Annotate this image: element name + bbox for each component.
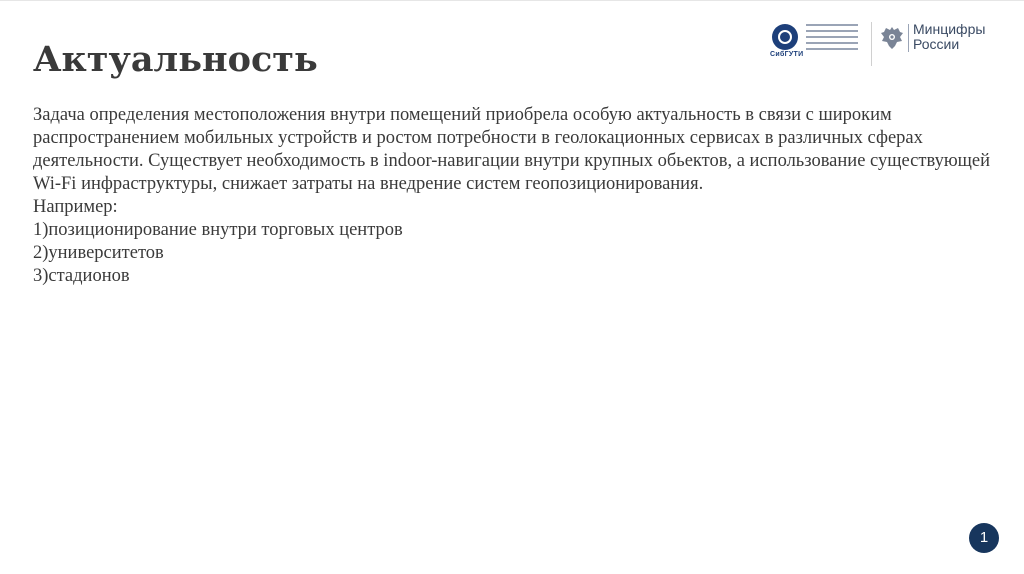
ministry-name-line1: Минцифры [913,21,986,37]
ministry-separator [908,24,909,52]
example-item: 3)стадионов [33,266,130,286]
slide-title: Актуальность [33,39,318,80]
header-logos [770,20,1010,66]
page-number-badge: 1 [969,523,999,553]
examples-intro: Например: [33,197,118,217]
ministry-logo [880,22,1010,62]
slide-body [33,104,993,288]
sibguti-logo [770,20,866,66]
top-divider [0,0,1024,1]
ministry-name [913,22,985,52]
example-item: 1)позиционирование внутри торговых центров [33,220,403,240]
sibguti-fine-print [806,24,858,54]
double-headed-eagle-icon [880,24,904,52]
body-paragraph: Задача определения местоположения внутри помещений приобрела особую актуальность в связи с широким распространением мобильных устройств и ростом потребности в геолокационных сервисах в различных сферах деятельности. Существует необходимость в indoor-навигации внутри крупных обьектов, а использование существующей Wi-Fi инфраструктуры, снижает затраты на внедрение систем геопозиционирования. [33,105,990,194]
ministry-name-line2: России [913,36,960,52]
logo-divider [871,22,872,66]
example-item: 2)университетов [33,243,164,263]
sibguti-abbr: СибГУТИ [770,51,804,58]
ring-emblem-icon [772,24,798,50]
